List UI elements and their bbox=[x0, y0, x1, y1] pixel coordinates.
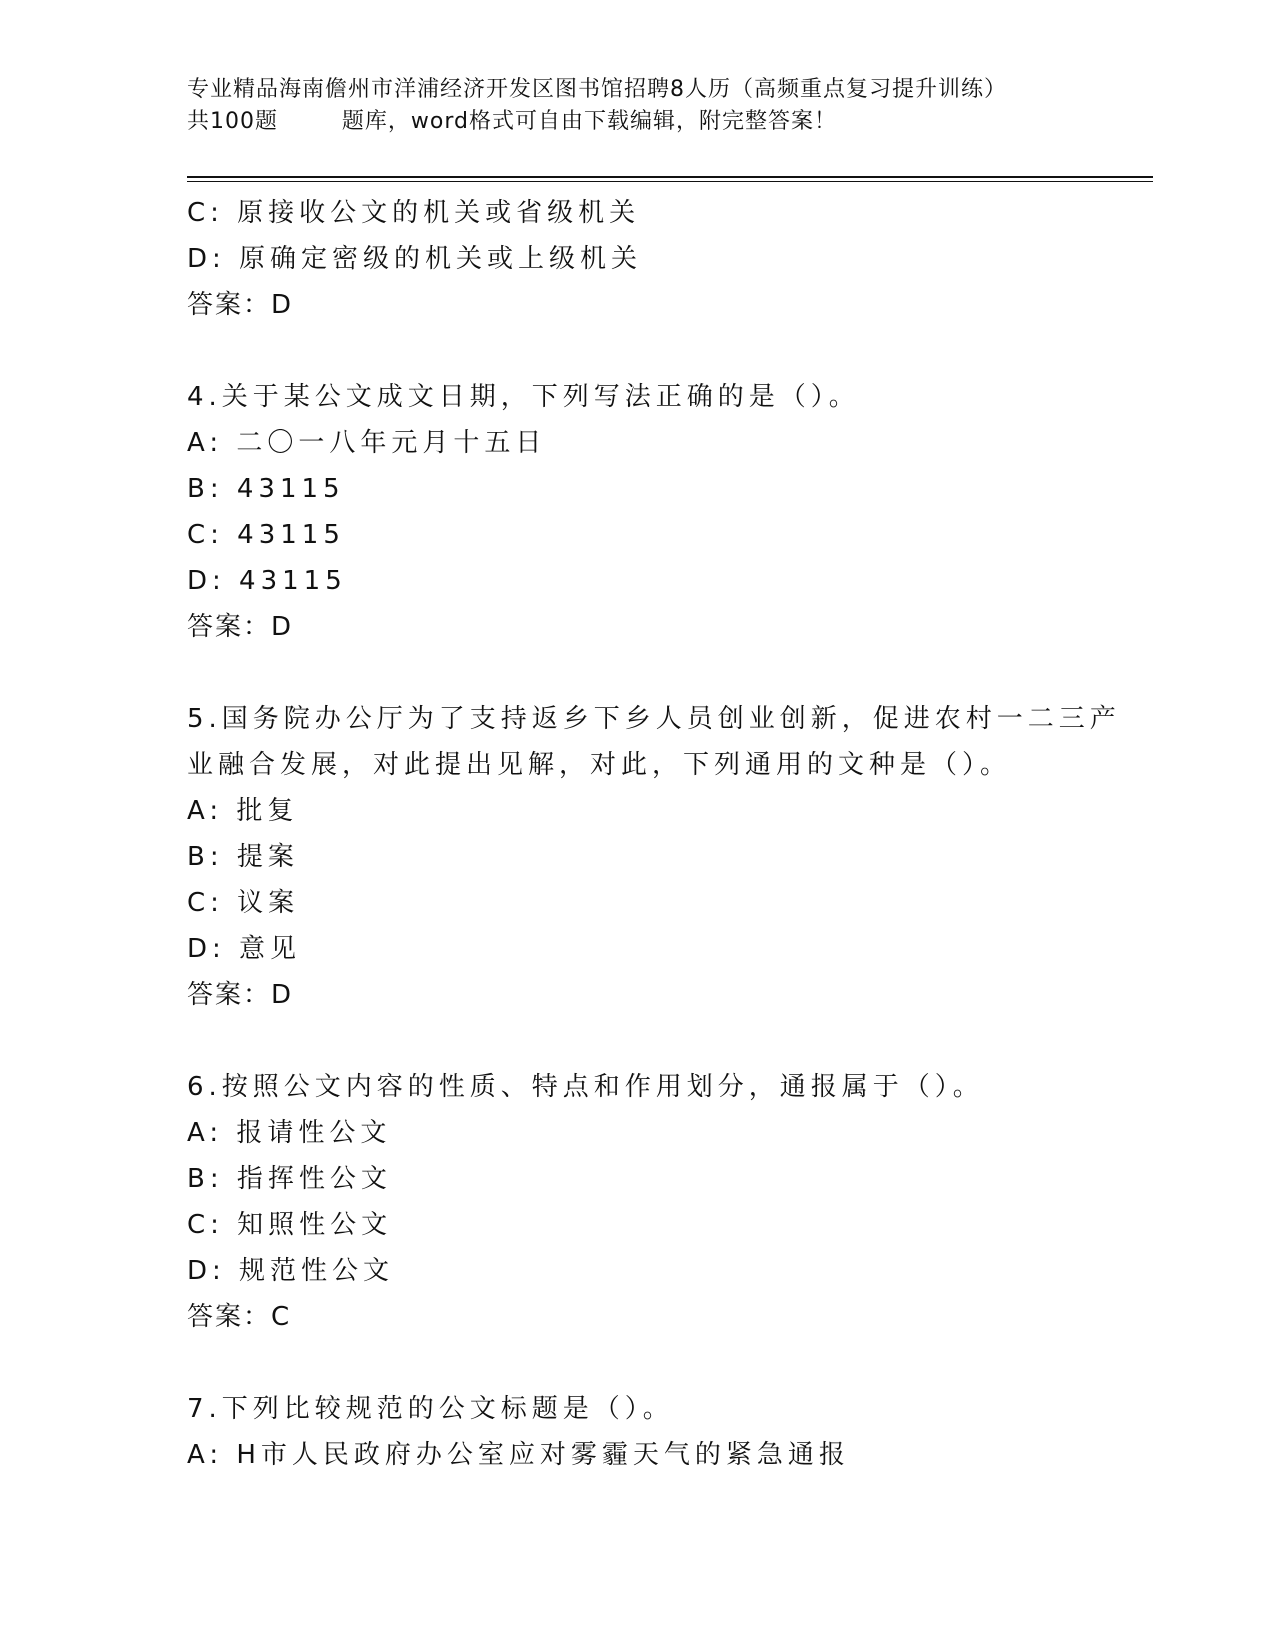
option-b: B: 提案 bbox=[187, 842, 299, 872]
question-text-line-2: 业融合发展，对此提出见解，对此，下列通用的文种是（）。 bbox=[187, 750, 1012, 780]
question-4 bbox=[187, 374, 1087, 650]
answer-line: 答案：D bbox=[187, 612, 294, 642]
question-5 bbox=[187, 696, 1121, 1018]
header-title-line-2: 共100题 题库，word格式可自由下载编辑，附完整答案！ bbox=[187, 109, 838, 134]
option-d: D: 意见 bbox=[187, 934, 302, 964]
header-divider-thick bbox=[187, 176, 1153, 178]
option-a: A: 报请性公文 bbox=[187, 1118, 392, 1148]
option-d: D: 43115 bbox=[187, 566, 347, 596]
question-3-tail bbox=[187, 190, 1087, 328]
option-c: C: 43115 bbox=[187, 520, 345, 550]
answer-line: 答案：C bbox=[187, 1302, 292, 1332]
question-list bbox=[187, 190, 1121, 1524]
answer-line: 答案：D bbox=[187, 980, 294, 1010]
option-d: D: 原确定密级的机关或上级机关 bbox=[187, 244, 643, 274]
option-a: A: 二〇一八年元月十五日 bbox=[187, 428, 547, 458]
option-a: A: H市人民政府办公室应对雾霾天气的紧急通报 bbox=[187, 1440, 850, 1470]
question-6 bbox=[187, 1064, 1087, 1340]
option-d: D: 规范性公文 bbox=[187, 1256, 395, 1286]
question-text: 6.按照公文内容的性质、特点和作用划分，通报属于（）。 bbox=[187, 1072, 984, 1102]
question-7 bbox=[187, 1386, 1087, 1478]
header-divider-thin bbox=[187, 181, 1153, 182]
header-title-line-1: 专业精品海南儋州市洋浦经济开发区图书馆招聘8人历（高频重点复习提升训练） bbox=[187, 77, 1007, 102]
question-text-line-1: 5.国务院办公厅为了支持返乡下乡人员创业创新，促进农村一二三产 bbox=[187, 704, 1121, 734]
option-a: A: 批复 bbox=[187, 796, 299, 826]
question-text: 4.关于某公文成文日期，下列写法正确的是（）。 bbox=[187, 382, 860, 412]
option-c: C: 知照性公文 bbox=[187, 1210, 393, 1240]
document-header bbox=[187, 74, 1087, 138]
answer-line: 答案：D bbox=[187, 290, 294, 320]
option-c: C: 原接收公文的机关或省级机关 bbox=[187, 198, 641, 228]
question-text: 7.下列比较规范的公文标题是（）。 bbox=[187, 1394, 674, 1424]
option-b: B: 43115 bbox=[187, 474, 345, 504]
option-c: C: 议案 bbox=[187, 888, 300, 918]
option-b: B: 指挥性公文 bbox=[187, 1164, 392, 1194]
